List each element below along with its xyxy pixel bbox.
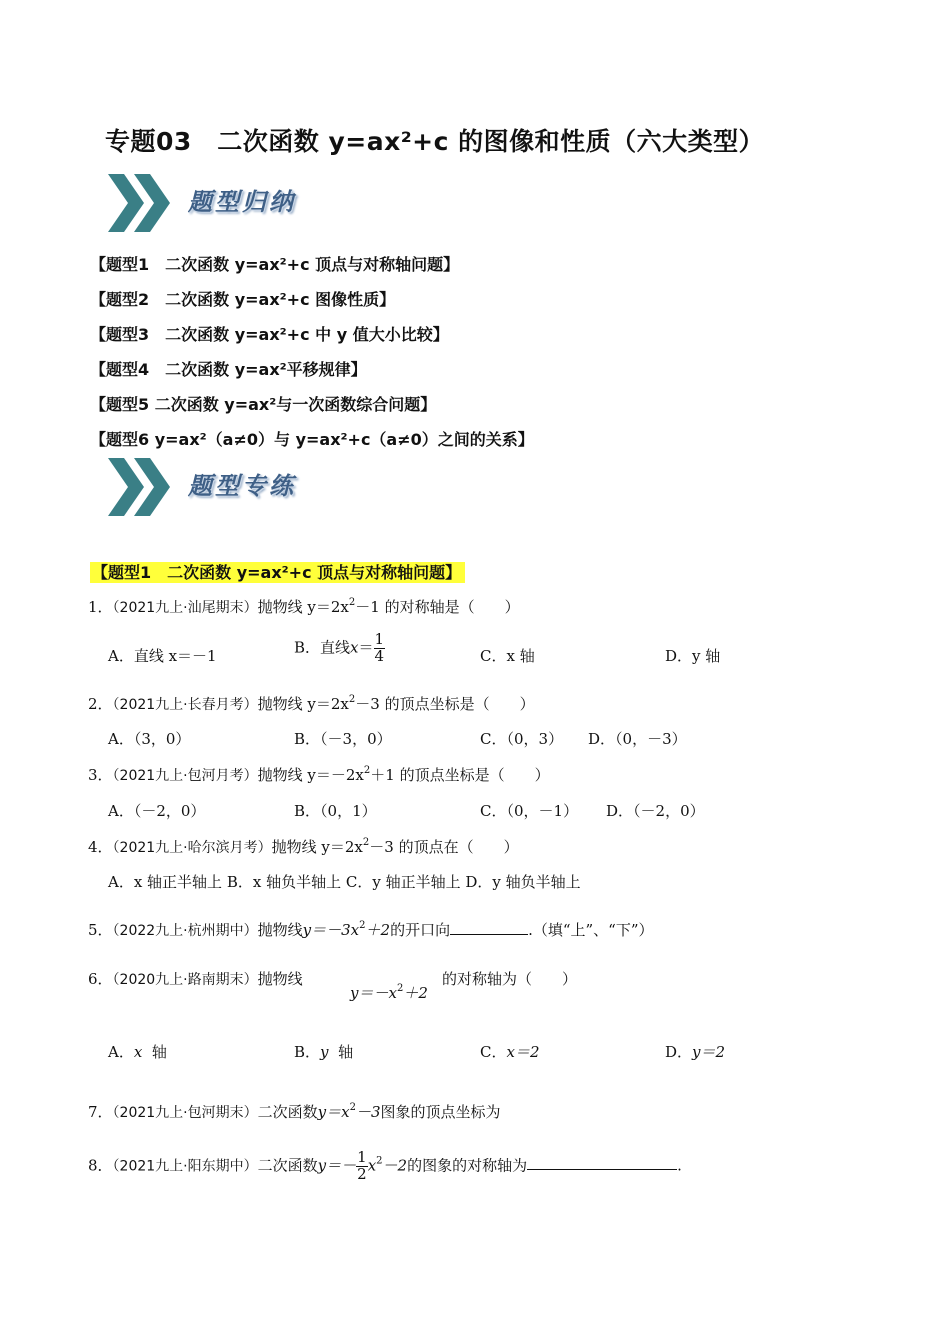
page-title: 专题03 二次函数 y=ax²+c 的图像和性质（六大类型）: [105, 127, 765, 156]
q4-options: A．x 轴正半轴上 B．x 轴负半轴上 C．y 轴正半轴上 D．y 轴负半轴上: [108, 873, 581, 891]
answer-blank[interactable]: [450, 920, 528, 935]
exponent: 2: [376, 1155, 383, 1167]
question-number: 7．: [88, 1103, 113, 1121]
fraction: [356, 1150, 368, 1183]
option-text: 轴: [151, 1043, 167, 1061]
q1-option-d: D．y 轴: [665, 647, 721, 665]
option-label: A．: [108, 1043, 134, 1061]
toc-item-5: 【题型5 二次函数 y=ax²与一次函数综合问题】: [90, 395, 437, 414]
math-expression: －2: [382, 1156, 408, 1175]
question-text: －3 的顶点坐标是（ ）: [355, 695, 535, 713]
question-text: 抛物线 y＝2x: [257, 598, 349, 616]
math-expression: －3: [355, 1103, 381, 1121]
option-label: B．直线: [294, 638, 351, 657]
q6-option-b: [294, 1041, 353, 1062]
math-eq: ＝: [358, 638, 374, 657]
question-source: （2021九上·阳东期中）: [112, 1158, 258, 1175]
question-text: －1 的对称轴是（ ）: [355, 598, 520, 616]
q6-option-c: [480, 1041, 540, 1062]
question-4: [88, 836, 519, 857]
question-text: 图象的顶点坐标为: [380, 1103, 501, 1121]
exponent: 2: [359, 920, 366, 931]
option-label: D．: [665, 1043, 693, 1061]
question-source: （2021九上·包河月考）: [112, 768, 258, 784]
math-expression: x＝2: [506, 1043, 540, 1061]
exponent: 2: [396, 983, 404, 994]
fraction: [374, 632, 386, 665]
math-expression: ＋2: [403, 984, 428, 1002]
question-text: 抛物线 y＝2x: [271, 838, 363, 856]
question-number: 3．: [88, 766, 113, 784]
q2-option-d: D．（0，－3）: [588, 730, 687, 748]
double-chevron-icon: [100, 168, 180, 238]
math-expression: y＝－3x: [302, 921, 360, 939]
toc-item-6: 【题型6 y=ax²（a≠0）与 y=ax²+c（a≠0）之间的关系】: [90, 430, 534, 449]
question-number: 2．: [88, 695, 113, 713]
question-1: [88, 596, 520, 617]
question-text: 抛物线: [257, 970, 303, 988]
toc-item-4: 【题型4 二次函数 y=ax²平移规律】: [90, 360, 367, 379]
question-text: .（填“上”、“下”）: [528, 921, 654, 939]
question-text: 二次函数: [257, 1103, 318, 1121]
question-text: .: [677, 1156, 682, 1175]
toc-item-1: 【题型1 二次函数 y=ax²+c 顶点与对称轴问题】: [90, 255, 460, 274]
question-text: 抛物线 y＝2x: [257, 695, 349, 713]
question-source: （2021九上·长春月考）: [112, 697, 258, 713]
math-var: y: [320, 1043, 329, 1061]
question-text: 的开口向: [390, 921, 451, 939]
section-heading: [90, 560, 465, 583]
toc-item-3: 【题型3 二次函数 y=ax²+c 中 y 值大小比较】: [90, 325, 449, 344]
exponent: 2: [349, 1102, 356, 1113]
question-7: [88, 1101, 501, 1122]
fraction-numerator: 1: [357, 1148, 367, 1166]
question-6: [88, 968, 303, 989]
q2-option-b: B．（－3，0）: [294, 730, 392, 748]
section-banner-practice: [100, 452, 340, 522]
question-number: 5．: [88, 921, 113, 939]
fraction-denominator: 2: [357, 1164, 367, 1183]
question-text: ＋1 的顶点坐标是（ ）: [370, 766, 550, 784]
q3-option-d: D．（－2，0）: [606, 802, 705, 820]
banner-label: 题型专练: [188, 472, 296, 500]
q6-expression: [350, 982, 428, 1003]
math-var: x: [133, 1043, 143, 1061]
question-5: [88, 919, 654, 940]
q1-option-c: C．x 轴: [480, 647, 535, 665]
question-number: 4．: [88, 838, 113, 856]
math-expression: y＝－x: [350, 984, 397, 1002]
toc-item-2: 【题型2 二次函数 y=ax²+c 图像性质】: [90, 290, 396, 309]
question-text: 二次函数: [257, 1156, 318, 1175]
q1-option-a: A．直线 x＝－1: [108, 647, 217, 665]
question-3: [88, 764, 550, 785]
question-text: 抛物线 y＝－2x: [257, 766, 364, 784]
option-label: B．: [294, 1043, 321, 1061]
question-number: 8．: [88, 1156, 113, 1175]
question-number: 1．: [88, 598, 113, 616]
exponent: 2: [348, 597, 356, 608]
question-text: 抛物线: [257, 921, 303, 939]
question-text: －3 的顶点在（ ）: [369, 838, 519, 856]
exponent: 2: [363, 765, 371, 776]
q3-option-a: A．（－2，0）: [108, 802, 206, 820]
q2-option-c: C．（0，3）: [480, 730, 564, 748]
math-expression: y＝x: [317, 1103, 350, 1121]
math-expression: ＋2: [365, 921, 391, 939]
math-var: x: [367, 1156, 377, 1175]
q6-tail: 的对称轴为（ ）: [442, 970, 578, 988]
q3-option-c: C．（0，－1）: [480, 802, 579, 820]
question-2: [88, 693, 535, 714]
option-text: 轴: [338, 1043, 354, 1061]
q2-option-a: A．（3，0）: [108, 730, 191, 748]
double-chevron-icon: [100, 452, 180, 522]
question-source: （2022九上·杭州期中）: [112, 923, 258, 939]
exponent: 2: [362, 837, 370, 848]
question-number: 6．: [88, 970, 113, 988]
math-expression: y＝－: [317, 1156, 357, 1175]
question-source: （2020九上·路南期末）: [112, 972, 258, 988]
fraction-numerator: 1: [374, 630, 385, 648]
question-text: 的图象的对称轴为: [407, 1156, 528, 1175]
section-heading-text: 【题型1 二次函数 y=ax²+c 顶点与对称轴问题】: [90, 562, 465, 583]
q6-option-a: [108, 1041, 167, 1062]
math-var: x: [350, 638, 359, 657]
question-8: [88, 1150, 682, 1183]
question-source: （2021九上·包河期末）: [112, 1105, 258, 1121]
question-source: （2021九上·哈尔滨月考）: [112, 840, 272, 856]
question-source: （2021九上·汕尾期末）: [112, 600, 258, 616]
option-label: C．: [480, 1043, 507, 1061]
q1-option-b: [294, 632, 385, 665]
fraction-denominator: 4: [374, 646, 385, 665]
exponent: 2: [348, 694, 356, 705]
math-expression: y＝2: [692, 1043, 726, 1061]
answer-blank[interactable]: [527, 1155, 677, 1170]
section-banner-summary: [100, 168, 340, 238]
q6-option-d: [665, 1041, 725, 1062]
banner-label: 题型归纳: [188, 188, 296, 216]
q3-option-b: B．（0，1）: [294, 802, 377, 820]
